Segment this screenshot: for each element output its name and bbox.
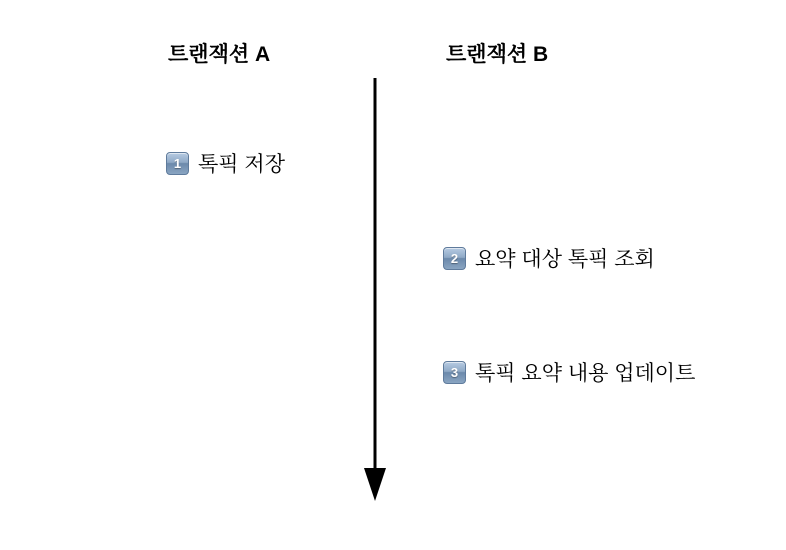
step-item [443, 357, 695, 387]
step-label: 톡픽 요약 내용 업데이트 [475, 362, 696, 385]
step-label: 톡픽 저장 [198, 153, 285, 176]
step-number-badge: 3 [443, 361, 466, 384]
step-item [166, 148, 285, 178]
step-number-badge: 2 [443, 247, 466, 270]
step-label: 요약 대상 톡픽 조회 [475, 248, 655, 271]
step-number-badge: 1 [166, 152, 189, 175]
step-item [443, 243, 655, 273]
column-title-transaction-a: 트랜잭션 A [168, 43, 271, 66]
timeline-arrow-icon [360, 78, 390, 503]
column-title-transaction-b: 트랜잭션 B [446, 43, 549, 66]
